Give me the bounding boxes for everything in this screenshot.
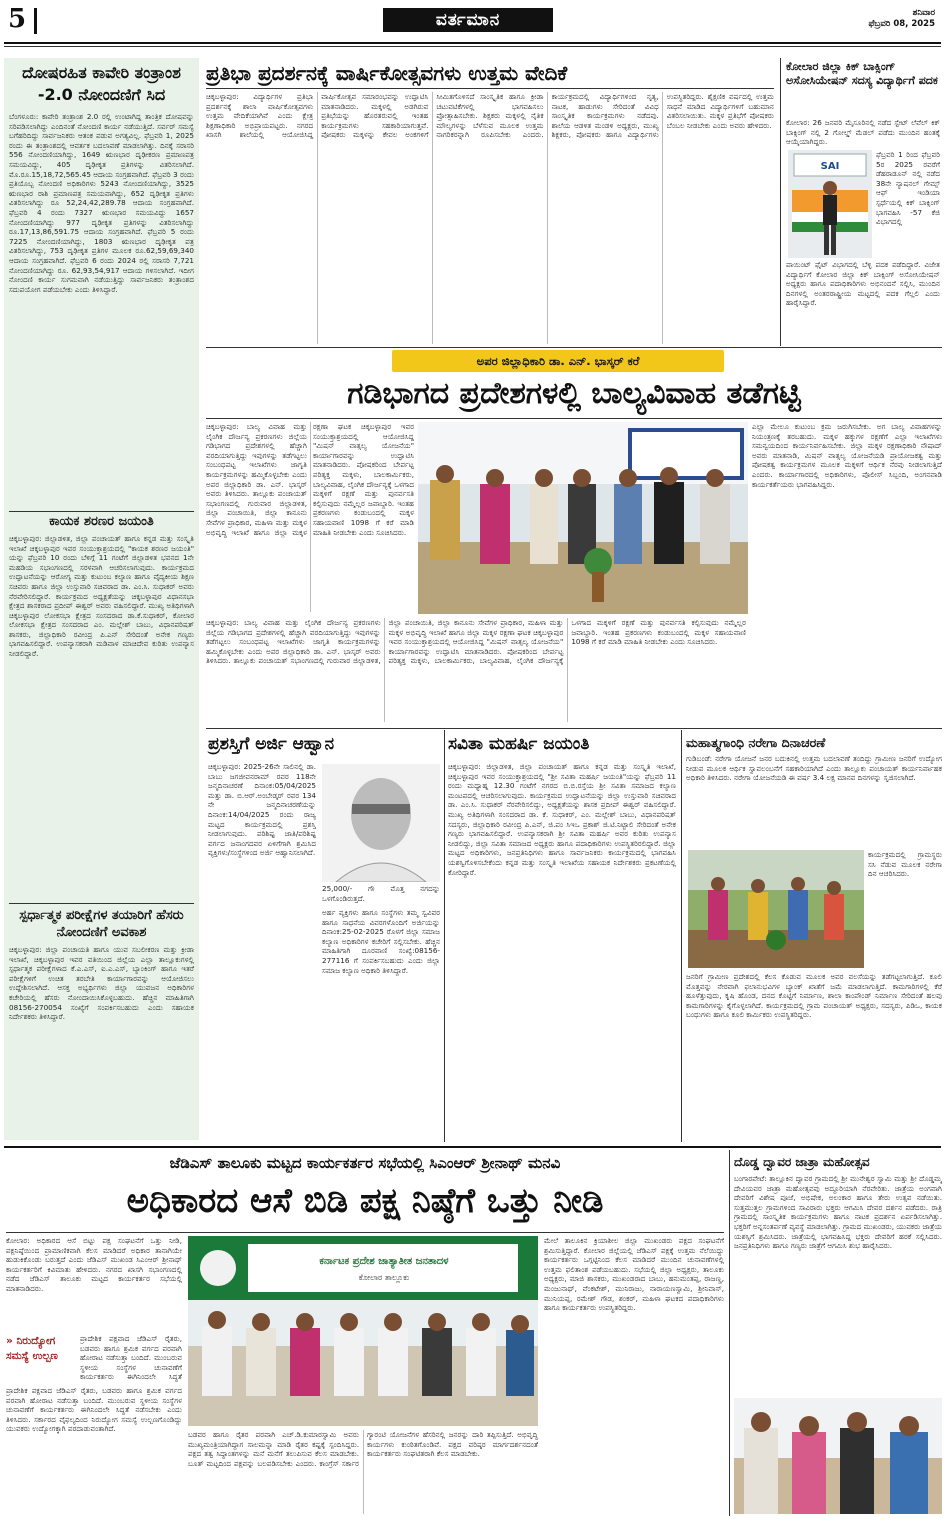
pratibha-headline: ಪ್ರತಿಭಾ ಪ್ರದರ್ಶನಕ್ಕೆ ವಾರ್ಷಿಕೋತ್ಸವಗಳು ಉತ್ತಮ ವೇದಿಕೆ: [206, 61, 568, 85]
jds-body-beside-quote: ಪ್ರಾದೇಶಿಕ ಪಕ್ಷವಾದ ಜೆಡಿಎಸ್ ರೈತರು, ಬಡವರು ಹಾಗೂ ಶ್ರಮಿಕ ವರ್ಗದ ಪರವಾಗಿ ಹೋರಾಟ ನಡೆಸುತ್ತಾ ಬಂದಿದೆ. ಮುಂಬರುವ ಸ್ಥಳೀಯ ಸಂಸ್ಥೆಗಳ ಚುನಾವಣೆಗೆ ಕಾರ್ಯಕರ್ತರು ಈಗಿನಿಂದಲೇ ಸಿದ್ಧತೆ: [80, 1334, 182, 1382]
portrait-photo: [322, 764, 440, 882]
dateline-day: ಶನಿವಾರ: [912, 8, 935, 18]
narega-body-bottom: ಜನರಿಗೆ ಗ್ರಾಮೀಣ ಪ್ರದೇಶದಲ್ಲಿ ಕೆಲಸ ಕೊಡುವ ಮೂಲಕ ಅವರ ವಲಸೆಯನ್ನು ತಡೆಗಟ್ಟಲಾಗುತ್ತಿದೆ. ಕೂಲಿ ಮೊತ್ತವನ್ನು ನೇರವಾಗಿ ಫಲಾನುಭವಿಗಳ ಬ್ಯಾಂಕ್ ಖಾತೆಗೆ ಜಮೆ ಮಾಡಲಾಗುತ್ತಿದೆ. ಕಾಮಗಾರಿಗಳಲ್ಲಿ ಕೆರೆ ಹೂಳೆತ್ತುವುದು, ಕೃಷಿ ಹೊಂಡ, ದನದ ಕೊಟ್ಟಿಗೆ ನಿರ್ಮಾಣ, ಶಾಲಾ ಕಾಂಪೌಂಡ್ ನಿರ್ಮಾಣ ಸೇರಿದಂತೆ ಹಲವು ಕಾಮಗಾರಿಗಳನ್ನು ಕೈಗೊಳ್ಳಲಾಗಿದೆ. ಕಾರ್ಯಕ್ರಮದಲ್ಲಿ ಗ್ರಾಮ ಪಂಚಾಯತ್ ಅಧ್ಯಕ್ಷರು, ಸದಸ್ಯರು, ಪಿಡಿಒ, ಕಾಯಕ ಬಂಧುಗಳು ಹಾಗೂ ಕೂಲಿ ಕಾರ್ಮಿಕರು ಉಪಸ್ಥಿತರಿದ್ದರು.: [686, 972, 942, 1020]
section-divider: [4, 1146, 941, 1148]
narega-photo-graphic: [688, 850, 864, 968]
divider: [729, 1150, 730, 1516]
savitha-body: ಚಿಕ್ಕಬಳ್ಳಾಪುರ: ಜಿಲ್ಲಾಡಳಿತ, ಜಿಲ್ಲಾ ಪಂಚಾಯತ್ ಹಾಗೂ ಕನ್ನಡ ಮತ್ತು ಸಂಸ್ಕೃತಿ ಇಲಾಖೆ, ಚಿಕ್ಕಬಳ್ಳಾಪುರ ಇವರ ಸಂಯುಕ್ತಾಶ್ರಯದಲ್ಲಿ "ಶ್ರೀ ಸವಿತಾ ಮಹರ್ಷಿ ಜಯಂತಿ"ಯನ್ನು ಫೆಬ್ರವರಿ 11 ರಂದು ಮಧ್ಯಾಹ್ನ 12.30 ಗಂಟೆಗೆ ನಗರದ ಬಿ.ಬಿ.ರಸ್ತೆಯ ಶ್ರೀ ಸವಿತಾ ಸಮಾಜದ ಕಲ್ಯಾಣ ಮಂಟಪದಲ್ಲಿ ಆಚರಿಸಲಾಗುವುದು. ಕಾರ್ಯಕ್ರಮದ ಉದ್ಘಾಟನೆಯನ್ನು ಜಿಲ್ಲಾ ಉಸ್ತುವಾರಿ ಸಚಿವರಾದ ಡಾ. ಎಂ.ಸಿ. ಸುಧಾಕರ್ ನೆರವೇರಿಸಲಿದ್ದು, ಅಧ್ಯಕ್ಷತೆಯನ್ನು ಶಾಸಕ ಪ್ರದೀಪ್ ಈಶ್ವರ್ ವಹಿಸಲಿದ್ದಾರೆ. ಮುಖ್ಯ ಅತಿಥಿಗಳಾಗಿ ಸಂಸದರಾದ ಡಾ. ಕೆ. ಸುಧಾಕರ್, ಎಂ. ಮಲ್ಲೇಶ್ ಬಾಬು, ವಿಧಾನಪರಿಷತ್ ಸದಸ್ಯರು, ಜಿಲ್ಲಾಧಿಕಾರಿ ರವೀಂದ್ರ ಪಿ.ಎನ್, ಜಿ.ಪಂ ಸಿಇಒ ಪ್ರಕಾಶ್ ಜಿ.ಟಿ.ನಿಟ್ಟಾಲಿ ಸೇರಿದಂತೆ ಅನೇಕ ಗಣ್ಯರು ಭಾಗವಹಿಸಲಿದ್ದಾರೆ. ಉಪನ್ಯಾಸಕರಾಗಿ ಶ್ರೀ ಸವಿತಾ ಮಹರ್ಷಿ ಅವರ ಕುರಿತು ಉಪನ್ಯಾಸ ನೀಡಲಿದ್ದು, ಜಿಲ್ಲಾ ಸವಿತಾ ಸಮಾಜದ ಅಧ್ಯಕ್ಷರು ಹಾಗೂ ಪದಾಧಿಕಾರಿಗಳು ಉಪಸ್ಥಿತರಿರಲಿದ್ದಾರೆ. ಜಿಲ್ಲಾ ಮಟ್ಟದ ಅಧಿಕಾರಿಗಳು, ಜನಪ್ರತಿನಿಧಿಗಳು ಹಾಗೂ ಸಾರ್ವಜನಿಕರು ಕಾರ್ಯಕ್ರಮದಲ್ಲಿ ಭಾಗವಹಿಸಿ ಯಶಸ್ವಿಗೊಳಿಸಬೇಕೆಂದು ಕನ್ನಡ ಮತ್ತು ಸಂಸ್ಕೃತಿ ಇಲಾಖೆಯ ಸಹಾಯಕ ನಿರ್ದೇಶಕರು ಪ್ರಕಟಣೆಯಲ್ಲಿ ಕೋರಿದ್ದಾರೆ.: [448, 762, 676, 877]
narega-body-top: ಗುಡಿಬಂಡೆ: ನರೇಗಾ ಯೋಜನೆ ಜನರ ಬದುಕಿನಲ್ಲಿ ಉತ್ತಮ ಬದಲಾವಣೆ ತಂದಿದ್ದು ಗ್ರಾಮೀಣ ಜನರಿಗೆ ಉದ್ಯೋಗ ನೀಡುವ ಮೂಲಕ ಆರ್ಥಿಕ ಸ್ವಾವಲಂಬನೆಗೆ ಸಹಕಾರಿಯಾಗಿದೆ ಎಂದು ತಾಲ್ಲೂಕು ಪಂಚಾಯತ್ ಕಾರ್ಯನಿರ್ವಾಹಕ ಅಧಿಕಾರಿ ತಿಳಿಸಿದರು. ನರೇಗಾ ಯೋಜನೆಯಡಿ ಈ ವರ್ಷ 3.4 ಲಕ್ಷ ಮಾನವ ದಿನಗಳನ್ನು ಸೃಜಿಸಲಾಗಿದೆ.: [686, 754, 942, 783]
paper-masthead: ವರ್ತಮಾನ: [383, 8, 553, 32]
jds-banner-text: ಕರ್ನಾಟಕ ಪ್ರದೇಶ ಜಾತ್ಯಾತೀತ ಜನತಾದಳ: [319, 1256, 449, 1267]
jds-pull-quote: » ನಿರುದ್ಯೋಗ ಸಮಸ್ಯೆ ಉಲ್ಬಣ: [6, 1335, 58, 1362]
jatra-body: ಬಂಗಾರಪೇಟೆ: ತಾಲ್ಲೂಕಿನ ದ್ವಾವರ ಗ್ರಾಮದಲ್ಲಿ ಶ್ರೀ ಮುನೇಶ್ವರ ಸ್ವಾಮಿ ಮತ್ತು ಶ್ರೀ ದೊಡ್ಡಮ್ಮ ದೇವಿಯವರ ಜಾತ್ರಾ ಮಹೋತ್ಸವವು ಅದ್ದೂರಿಯಾಗಿ ನೆರವೇರಿತು. ಜಾತ್ರೆಯ ಅಂಗವಾಗಿ ದೇವರಿಗೆ ವಿಶೇಷ ಪೂಜೆ, ಅಭಿಷೇಕ, ಅಲಂಕಾರ ಹಾಗೂ ತೇರು ಉತ್ಸವ ನಡೆಯಿತು. ಸುತ್ತಮುತ್ತಲ ಗ್ರಾಮಗಳಿಂದ ಸಾವಿರಾರು ಭಕ್ತರು ಆಗಮಿಸಿ ದೇವರ ದರ್ಶನ ಪಡೆದರು. ರಾತ್ರಿ ಗ್ರಾಮದಲ್ಲಿ ಸಾಂಸ್ಕೃತಿಕ ಕಾರ್ಯಕ್ರಮಗಳು ಹಾಗೂ ನಾಟಕ ಪ್ರದರ್ಶನ ಏರ್ಪಡಿಸಲಾಗಿತ್ತು. ಭಕ್ತರಿಗೆ ಅನ್ನಸಂತರ್ಪಣೆ ವ್ಯವಸ್ಥೆ ಮಾಡಲಾಗಿತ್ತು. ಗ್ರಾಮದ ಮುಖಂಡರು, ಯುವಕರು ಜಾತ್ರೆಯ ಯಶಸ್ಸಿಗೆ ಶ್ರಮಿಸಿದರು. ಜಾತ್ರೆಯಲ್ಲಿ ಭಾಗವಹಿಸಿದ್ದ ಭಕ್ತರು ದೇವರಿಗೆ ಹರಕೆ ಸಲ್ಲಿಸಿದರು. ಜನಪ್ರತಿನಿಧಿಗಳು ಹಾಗೂ ಗಣ್ಯರು ಜಾತ್ರೆಗೆ ಆಗಮಿಸಿ ಶುಭ ಹಾರೈಸಿದರು.: [734, 1174, 942, 1251]
jatra-photo: [734, 1398, 942, 1514]
jds-body-left: ಕೋಲಾರ: ಅಧಿಕಾರದ ಆಸೆ ಬಿಟ್ಟು ಪಕ್ಷ ಸಂಘಟನೆಗೆ ಒತ್ತು ನೀಡಿ, ಪಕ್ಷನಿಷ್ಠೆಯಿಂದ ಪ್ರಾಮಾಣಿಕವಾಗಿ ಕೆಲಸ ಮಾಡಿದರೆ ಅಧಿಕಾರ ತಾನಾಗಿಯೇ ಹುಡುಕಿಕೊಂಡು ಬರುತ್ತದೆ ಎಂದು ಜೆಡಿಎಸ್ ಮುಖಂಡ ಸಿಎಂಆರ್ ಶ್ರೀನಾಥ್ ಕಾರ್ಯಕರ್ತರಿಗೆ ಕಿವಿಮಾತು ಹೇಳಿದರು. ನಗರದ ಖಾಸಗಿ ಸಭಾಂಗಣದಲ್ಲಿ ನಡೆದ ಜೆಡಿಎಸ್ ತಾಲೂಕು ಮಟ್ಟದ ಕಾರ್ಯಕರ್ತರ ಸಭೆಯಲ್ಲಿ ಮಾತನಾಡಿದರು.: [6, 1236, 182, 1293]
jds-meeting-photo: [188, 1236, 538, 1426]
workshop-photo: [418, 422, 748, 614]
masthead-rule-thin: [4, 46, 941, 47]
athlete-photo-graphic: [788, 150, 872, 258]
narega-photo: [688, 850, 864, 968]
spardha-body: ಚಿಕ್ಕಬಳ್ಳಾಪುರ: ಜಿಲ್ಲಾ ಪಂಚಾಯತಿ ಹಾಗೂ ಯುವ ಸಬಲೀಕರಣ ಮತ್ತು ಕ್ರೀಡಾ ಇಲಾಖೆ, ಚಿಕ್ಕಬಳ್ಳಾಪುರ ಇವರ ವತಿಯಿಂದ ಜಿಲ್ಲೆಯ ಎಲ್ಲಾ ತಾಲ್ಲೂಕುಗಳಲ್ಲಿ ಸ್ಪರ್ಧಾತ್ಮಕ ಪರೀಕ್ಷೆಗಳಾದ ಕೆ.ಎ.ಎಸ್, ಐ.ಎ.ಎಸ್, ಬ್ಯಾಂಕಿಂಗ್ ಹಾಗೂ ಇತರೆ ಪರೀಕ್ಷೆಗಳಿಗೆ ಉಚಿತ ತರಬೇತಿ ಕಾರ್ಯಾಗಾರವನ್ನು ಆಯೋಜಿಸಲು ಉದ್ದೇಶಿಸಲಾಗಿದೆ. ಆಸಕ್ತ ಅಭ್ಯರ್ಥಿಗಳು ಜಿಲ್ಲಾ ಯುವಜನ ಅಧಿಕಾರಿಗಳ ಕಚೇರಿಯಲ್ಲಿ ಹೆಸರು ನೋಂದಾಯಿಸಿಕೊಳ್ಳಬಹುದು. ಹೆಚ್ಚಿನ ಮಾಹಿತಿಗಾಗಿ 08156-270054 ಸಂಖ್ಯೆಗೆ ಸಂಪರ್ಕಿಸಬಹುದು ಎಂದು ಸಹಾಯಕ ನಿರ್ದೇಶಕರು ತಿಳಿಸಿದ್ದಾರೆ.: [9, 944, 194, 1022]
jatra-photo-graphic: [734, 1398, 942, 1514]
divider: [206, 88, 774, 89]
kickboxing-body-bottom: ಪಾಯಿಂಟ್ ಫೈಟ್ ವಿಭಾಗದಲ್ಲಿ ಬೆಳ್ಳಿ ಪದಕ ಪಡೆದಿದ್ದಾರೆ. ವಿಜೇತ ವಿದ್ಯಾರ್ಥಿಗೆ ಕೋಲಾರ ಜಿಲ್ಲಾ ಕಿಕ್ ಬಾಕ್ಸಿಂಗ್ ಅಸೋಸಿಯೇಷನ್ ಅಧ್ಯಕ್ಷರು ಹಾಗೂ ಪದಾಧಿಕಾರಿಗಳು ಅಭಿನಂದನೆ ಸಲ್ಲಿಸಿ, ಮುಂದಿನ ದಿನಗಳಲ್ಲಿ ಅಂತರರಾಷ್ಟ್ರೀಯ ಮಟ್ಟದಲ್ಲಿ ಪದಕ ಗೆಲ್ಲಲಿ ಎಂದು ಹಾರೈಸಿದ್ದಾರೆ.: [786, 260, 940, 308]
prashasti-amount-caption: 25,000/- ಗೌ ಮೊತ್ತ ನಗದನ್ನು ಒಳಗೊಂಡಿರುತ್ತದೆ.: [322, 884, 440, 903]
divider: [6, 1232, 724, 1233]
jds-banner-sub: ಕೋಲಾರ ತಾಲ್ಲೂಕು: [358, 1273, 410, 1282]
dateline: [869, 8, 936, 30]
portrait-graphic: [322, 764, 440, 882]
divider: [9, 511, 194, 512]
kaveri-headline: ದೋಷರಹಿತ ಕಾವೇರಿ ತಂತ್ರಾಂಶ -2.0 ನೋಂದಣಿಗೆ ಸಿದ: [22, 63, 181, 104]
divider: [444, 730, 445, 1142]
athlete-photo: [788, 150, 872, 258]
dateline-date: ಫೆಬ್ರವರಿ 08, 2025: [868, 19, 935, 29]
page-number-divider: [34, 8, 37, 34]
divider: [681, 730, 682, 1142]
child-marriage-body-continued: ಚಿಕ್ಕಬಳ್ಳಾಪುರ: ಬಾಲ್ಯ ವಿವಾಹ ಮತ್ತು ಲೈಂಗಿಕ ದೌರ್ಜನ್ಯ ಪ್ರಕರಣಗಳು ಜಿಲ್ಲೆಯ ಗಡಿಭಾಗದ ಪ್ರದೇಶಗಳಲ್ಲಿ ಹೆಚ್ಚಾಗಿ ವರದಿಯಾಗುತ್ತಿದ್ದು ಇವುಗಳನ್ನು ತಡೆಗಟ್ಟಲು ಸಂಬಂಧಪಟ್ಟ ಇಲಾಖೆಗಳು ಜಾಗೃತಿ ಕಾರ್ಯಕ್ರಮಗಳನ್ನು ಹಮ್ಮಿಕೊಳ್ಳಬೇಕು ಎಂದು ಅಪರ ಜಿಲ್ಲಾಧಿಕಾರಿ ಡಾ. ಎನ್. ಭಾಸ್ಕರ್ ಅವರು ತಿಳಿಸಿದರು. ತಾಲ್ಲೂಕು ಪಂಚಾಯತ್ ಸಭಾಂಗಣದಲ್ಲಿ ಗುರುವಾರ ಜಿಲ್ಲಾಡಳಿತ, ಜಿಲ್ಲಾ ಪಂಚಾಯಿತಿ, ಜಿಲ್ಲಾ ಕಾನೂನು ಸೇವೆಗಳ ಪ್ರಾಧಿಕಾರ, ಮಹಿಳಾ ಮತ್ತು ಮಕ್ಕಳ ಅಭಿವೃದ್ಧಿ ಇಲಾಖೆ ಹಾಗೂ ಜಿಲ್ಲಾ ಮಕ್ಕಳ ರಕ್ಷಣಾ ಘಟಕ ಚಿಕ್ಕಬಳ್ಳಾಪುರ ಇವರ ಸಂಯುಕ್ತಾಶ್ರಯದಲ್ಲಿ ಆಯೋಜಿಸಿದ್ದ "ಮಿಷನ್ ವಾತ್ಸಲ್ಯ ಯೋಜನೆಯ" ಕಾರ್ಯಾಗಾರವನ್ನು ಉದ್ಘಾಟಿಸಿ ಮಾತನಾಡಿದರು. ಪೋಷಕರಿಂದ ಬೇರ್ಪಟ್ಟ ಪರಿತ್ಯಕ್ತ ಮಕ್ಕಳು, ಬಾಲಕಾರ್ಮಿಕರು, ಬಾಲ್ಯವಿವಾಹ, ಲೈಂಗಿಕ ದೌರ್ಜನ್ಯಕ್ಕೆ ಒಳಗಾದ ಮಕ್ಕಳಿಗೆ ರಕ್ಷಣೆ ಮತ್ತು ಪುನರ್ವಸತಿ ಕಲ್ಪಿಸುವುದು ನಮ್ಮೆಲ್ಲರ ಜವಾಬ್ದಾರಿ. ಇಂತಹ ಪ್ರಕರಣಗಳು ಕಂಡುಬಂದಲ್ಲಿ ಮಕ್ಕಳ ಸಹಾಯವಾಣಿ 1098 ಗೆ ಕರೆ ಮಾಡಿ ಮಾಹಿತಿ ನೀಡಬೇಕು ಎಂದು ಸೂಚಿಸಿದರು.: [206, 618, 746, 666]
page-number: 5: [8, 4, 27, 34]
divider: [206, 418, 942, 419]
kaveri-body: ಬೆಂಗಳೂರು: ಕಾವೇರಿ ತಂತ್ರಾಂಶ 2.0 ರಲ್ಲಿ ಉಂಟಾಗಿದ್ದ ತಾಂತ್ರಿಕ ದೋಷವನ್ನು ಸರಿಪಡಿಸಲಾಗಿದ್ದು ಎಂದಿನಂತೆ ನೋಂದಣಿ ಕಾರ್ಯ ನಡೆಯುತ್ತಿದೆ. ಸರ್ವರ್ ಸಮಸ್ಯೆ ಬಗೆಹರಿದಿದ್ದು ಸಾರ್ವಜನಿಕರು ಆತಂಕ ಪಡುವ ಅಗತ್ಯವಿಲ್ಲ. ಫೆಬ್ರವರಿ 1, 2025 ರಂದು ಈ ತಂತ್ರಾಂಶದಲ್ಲಿ ಆವರ್ತಕ ಬದಲಾವಣೆ ಮಾಡಲಾಗಿತ್ತು. ದಿನಕ್ಕೆ ಸರಾಸರಿ 556 ನೋಂದಣಿಯಾಗಿದ್ದು, 1649 ಋಣಭಾರ ದೃಢೀಕರಣ ಪ್ರಮಾಣಪತ್ರ ಸಮಯವಿದ್ದು, 405 ದೃಢೀಕೃತ ಪ್ರತಿಗಳನ್ನು ವಿತರಿಸಲಾಗಿದೆ. ಮೊ.ರೂ.15,18,72,565.45 ಆದಾಯ ಸಂಗ್ರಹವಾಗಿದೆ. ಫೆಬ್ರವರಿ 3 ರಂದು ಪ್ರತಿಯೊಬ್ಬ ನೋಂದಣಿ ಅಧಿಕಾರಿಗಳು 5243 ನೋಂದಣಿಯಾಗಿದ್ದು, 3525 ಋಣಭಾರ ರಾಶಿ ಪ್ರಮಾಣಪತ್ರ ಸಮಯವಾಗಿದ್ದು, 652 ದೃಢೀಕೃತ ಪ್ರತಿಗಳು ವಿತರಿಸಲಾಗಿದ್ದು ರೂ 52,24,42,289.78 ಆದಾಯ ಸಂಗ್ರಹವಾಗಿದೆ. ಫೆಬ್ರವರಿ 4 ರಂದು 7327 ಋಣಭಾರ ಸಮಯವಿದ್ದು 1657 ನೋಂದಣಿಯಾಗಿದ್ದು 977 ದೃಢೀಕೃತ ಪ್ರತಿಗಳನ್ನು ವಿತರಿಸಲಾಗಿದ್ದು ರೂ.17,13,86,591.75 ಆದಾಯ ಸಂಗ್ರಹವಾಗಿದೆ. ಫೆಬ್ರವರಿ 5 ರಂದು 7225 ನೋಂದಣಿಯಾಗಿದ್ದು, 1803 ಋಣಭಾರ ದೃಢೀಕೃತ ಪತ್ರ ವಿತರಿಸಲಾಗಿದ್ದು, 753 ದೃಢೀಕೃತ ಪ್ರತಿಗಳ ಮೂಲಕ ರೂ.62,59,69,340 ಆದಾಯ ಸಂಗ್ರಹವಾಗಿದೆ. ಫೆಬ್ರವರಿ 6 ರಂದು 2024 ರಲ್ಲಿ ಸರಾಸರಿ 7,721 ನೋಂದಣಿಯಾಗಿದ್ದು ರೂ. 62,93,54,917 ಆದಾಯ ಗಳಿಸಲಾಗಿದೆ. ಇದೀಗ ನೋಂದಣಿ ಕಾರ್ಯ ಸುಗಮವಾಗಿ ನಡೆಯುತ್ತಿದ್ದು ಸಾರ್ವಜನಿಕರು ತಂತ್ರಾಂಶದ ಸದುಪಯೋಗ ಪಡೆಯಬೇಕು ಎಂದು ತಿಳಿಸಿದ್ದಾರೆ.: [9, 112, 194, 294]
child-marriage-kicker: ಅಪರ ಜಿಲ್ಲಾಧಿಕಾರಿ ಡಾ. ಎನ್. ಭಾಸ್ಕರ್ ಕರೆ: [392, 350, 724, 372]
spardha-headline: ಸ್ಪರ್ಧಾತ್ಮಕ ಪರೀಕ್ಷೆಗಳ ತಯಾರಿಗೆ ಹೆಸರು ನೋಂದಣಿಗೆ ಅವಕಾಶ: [19, 907, 184, 940]
jatra-headline: ದೊಡ್ಡ ದ್ವಾವರ ಜಾತ್ರಾ ಮಹೋತ್ಸವ: [734, 1155, 870, 1169]
narega-headline: ಮಹಾತ್ಮಗಾಂಧಿ ನರೇಗಾ ದಿನಾಚರಣೆ: [686, 735, 826, 750]
banner-text: SAI: [820, 161, 840, 172]
pratibha-body: ಚಿಕ್ಕಬಳ್ಳಾಪುರ: ವಿದ್ಯಾರ್ಥಿಗಳ ಪ್ರತಿಭಾ ಪ್ರದರ್ಶನಕ್ಕೆ ಶಾಲಾ ವಾರ್ಷಿಕೋತ್ಸವಗಳು ಉತ್ತಮ ವೇದಿಕೆಯಾಗಿವೆ ಎಂದು ಕ್ಷೇತ್ರ ಶಿಕ್ಷಣಾಧಿಕಾರಿ ಅಭಿಪ್ರಾಯಪಟ್ಟರು. ನಗರದ ಖಾಸಗಿ ಶಾಲೆಯಲ್ಲಿ ಆಯೋಜಿಸಿದ್ದ ವಾರ್ಷಿಕೋತ್ಸವ ಸಮಾರಂಭವನ್ನು ಉದ್ಘಾಟಿಸಿ ಮಾತನಾಡಿದರು. ಮಕ್ಕಳಲ್ಲಿ ಅಡಗಿರುವ ಪ್ರತಿಭೆಯನ್ನು ಹೊರತರುವಲ್ಲಿ ಇಂತಹ ಕಾರ್ಯಕ್ರಮಗಳು ಸಹಕಾರಿಯಾಗುತ್ತವೆ. ಪೋಷಕರು ಮಕ್ಕಳನ್ನು ಕೇವಲ ಅಂಕಗಳಿಗೆ ಸೀಮಿತಗೊಳಿಸದೆ ಸಾಂಸ್ಕೃತಿಕ ಹಾಗೂ ಕ್ರೀಡಾ ಚಟುವಟಿಕೆಗಳಲ್ಲಿ ಭಾಗವಹಿಸಲು ಪ್ರೋತ್ಸಾಹಿಸಬೇಕು. ಶಿಕ್ಷಕರು ಮಕ್ಕಳಲ್ಲಿ ನೈತಿಕ ಮೌಲ್ಯಗಳನ್ನು ಬೆಳೆಸುವ ಮೂಲಕ ಉತ್ತಮ ನಾಗರಿಕರನ್ನಾಗಿ ರೂಪಿಸಬೇಕು ಎಂದರು. ಕಾರ್ಯಕ್ರಮದಲ್ಲಿ ವಿದ್ಯಾರ್ಥಿಗಳಿಂದ ನೃತ್ಯ, ನಾಟಕ, ಹಾಡುಗಳು ಸೇರಿದಂತೆ ವಿವಿಧ ಸಾಂಸ್ಕೃತಿಕ ಕಾರ್ಯಕ್ರಮಗಳು ನಡೆದವು. ಶಾಲೆಯ ಆಡಳಿತ ಮಂಡಳಿ ಅಧ್ಯಕ್ಷರು, ಮುಖ್ಯ ಶಿಕ್ಷಕರು, ಪೋಷಕರು ಹಾಗೂ ವಿದ್ಯಾರ್ಥಿಗಳು ಉಪಸ್ಥಿತರಿದ್ದರು. ಶೈಕ್ಷಣಿಕ ವರ್ಷದಲ್ಲಿ ಉತ್ತಮ ಸಾಧನೆ ಮಾಡಿದ ವಿದ್ಯಾರ್ಥಿಗಳಿಗೆ ಬಹುಮಾನ ವಿತರಿಸಲಾಯಿತು. ಮಕ್ಕಳ ಪ್ರತಿಭೆಗೆ ಪೋಷಕರು ಬೆಂಬಲ ನೀಡಬೇಕು ಎಂದು ಅವರು ಹೇಳಿದರು.: [206, 92, 774, 140]
kickboxing-headline: ಕೋಲಾರ ಜಿಲ್ಲಾ ಕಿಕ್ ಬಾಕ್ಸಿಂಗ್ ಅಸೋಸಿಯೇಷನ್ ಸದಸ್ಯ ವಿದ್ಯಾರ್ಥಿಗೆ ಪದಕ: [786, 60, 938, 87]
kickboxing-body-side: ಫೆಬ್ರವರಿ 1 ರಿಂದ ಫೆಬ್ರವರಿ 5ರ 2025 ರವರೆಗೆ ಡೆಹರಾಡೂನ್ ನಲ್ಲಿ ನಡೆದ 38ನೇ ನ್ಯಾಷನಲ್ ಗೇಮ್ಸ್ ಆಫ್ ಇಂಡಿಯಾ ಸ್ಪರ್ಧೆಯಲ್ಲಿ ಕಿಕ್ ಬಾಕ್ಸಿಂಗ್ ಭಾಗವಹಿಸಿ -57 ಕೆಜಿ ವಿಭಾಗದಲ್ಲಿ: [876, 150, 940, 227]
child-marriage-body-intro: ಚಿಕ್ಕಬಳ್ಳಾಪುರ: ಬಾಲ್ಯ ವಿವಾಹ ಮತ್ತು ಲೈಂಗಿಕ ದೌರ್ಜನ್ಯ ಪ್ರಕರಣಗಳು ಜಿಲ್ಲೆಯ ಗಡಿಭಾಗದ ಪ್ರದೇಶಗಳಲ್ಲಿ ಹೆಚ್ಚಾಗಿ ವರದಿಯಾಗುತ್ತಿದ್ದು ಇವುಗಳನ್ನು ತಡೆಗಟ್ಟಲು ಸಂಬಂಧಪಟ್ಟ ಇಲಾಖೆಗಳು ಜಾಗೃತಿ ಕಾರ್ಯಕ್ರಮಗಳನ್ನು ಹಮ್ಮಿಕೊಳ್ಳಬೇಕು ಎಂದು ಅಪರ ಜಿಲ್ಲಾಧಿಕಾರಿ ಡಾ. ಎನ್. ಭಾಸ್ಕರ್ ಅವರು ತಿಳಿಸಿದರು. ತಾಲ್ಲೂಕು ಪಂಚಾಯತ್ ಸಭಾಂಗಣದಲ್ಲಿ ಗುರುವಾರ ಜಿಲ್ಲಾಡಳಿತ, ಜಿಲ್ಲಾ ಪಂಚಾಯಿತಿ, ಜಿಲ್ಲಾ ಕಾನೂನು ಸೇವೆಗಳ ಪ್ರಾಧಿಕಾರ, ಮಹಿಳಾ ಮತ್ತು ಮಕ್ಕಳ ಅಭಿವೃದ್ಧಿ ಇಲಾಖೆ ಹಾಗೂ ಜಿಲ್ಲಾ ಮಕ್ಕಳ ರಕ್ಷಣಾ ಘಟಕ ಚಿಕ್ಕಬಳ್ಳಾಪುರ ಇವರ ಸಂಯುಕ್ತಾಶ್ರಯದಲ್ಲಿ ಆಯೋಜಿಸಿದ್ದ "ಮಿಷನ್ ವಾತ್ಸಲ್ಯ ಯೋಜನೆಯ" ಕಾರ್ಯಾಗಾರವನ್ನು ಉದ್ಘಾಟಿಸಿ ಮಾತನಾಡಿದರು. ಪೋಷಕರಿಂದ ಬೇರ್ಪಟ್ಟ ಪರಿತ್ಯಕ್ತ ಮಕ್ಕಳು, ಬಾಲಕಾರ್ಮಿಕರು, ಬಾಲ್ಯವಿವಾಹ, ಲೈಂಗಿಕ ದೌರ್ಜನ್ಯಕ್ಕೆ ಒಳಗಾದ ಮಕ್ಕಳಿಗೆ ರಕ್ಷಣೆ ಮತ್ತು ಪುನರ್ವಸತಿ ಕಲ್ಪಿಸುವುದು ನಮ್ಮೆಲ್ಲರ ಜವಾಬ್ದಾರಿ. ಇಂತಹ ಪ್ರಕರಣಗಳು ಕಂಡುಬಂದಲ್ಲಿ ಮಕ್ಕಳ ಸಹಾಯವಾಣಿ 1098 ಗೆ ಕರೆ ಮಾಡಿ ಮಾಹಿತಿ ನೀಡಬೇಕು ಎಂದು ಸೂಚಿಸಿದರು.: [206, 422, 414, 537]
workshop-photo-graphic: [418, 422, 748, 614]
kayaka-body: ಚಿಕ್ಕಬಳ್ಳಾಪುರ: ಜಿಲ್ಲಾಡಳಿತ, ಜಿಲ್ಲಾ ಪಂಚಾಯತ್ ಹಾಗೂ ಕನ್ನಡ ಮತ್ತು ಸಂಸ್ಕೃತಿ ಇಲಾಖೆ ಚಿಕ್ಕಬಳ್ಳಾಪುರ ಇವರ ಸಂಯುಕ್ತಾಶ್ರಯದಲ್ಲಿ "ಕಾಯಕ ಶರಣರ ಜಯಂತಿ" ಯನ್ನು ಫೆಬ್ರವರಿ 10 ರಂದು ಬೆಳಿಗ್ಗೆ 11 ಗಂಟೆಗೆ ಜಿಲ್ಲಾಡಳಿತ ಭವನದ 1ನೇ ಮಹಡಿಯ ಸಭಾಂಗಣದಲ್ಲಿ ಸರಳವಾಗಿ ಆಚರಿಸಲಾಗುವುದು. ಕಾರ್ಯಕ್ರಮದ ಉದ್ಘಾಟನೆಯನ್ನು ಆರೋಗ್ಯ ಮತ್ತು ಕುಟುಂಬ ಕಲ್ಯಾಣ ಹಾಗೂ ವೈದ್ಯಕೀಯ ಶಿಕ್ಷಣ ಸಚಿವರು ಹಾಗೂ ಜಿಲ್ಲಾ ಉಸ್ತುವಾರಿ ಸಚಿವರಾದ ಡಾ. ಎಂ.ಸಿ. ಸುಧಾಕರ್ ಅವರು ನೆರವೇರಿಸಲಿದ್ದಾರೆ. ಕಾರ್ಯಕ್ರಮದ ಅಧ್ಯಕ್ಷತೆಯನ್ನು ಚಿಕ್ಕಬಳ್ಳಾಪುರ ವಿಧಾನಸಭಾ ಕ್ಷೇತ್ರದ ಶಾಸಕರಾದ ಪ್ರದೀಪ್ ಈಶ್ವರ್ ಅವರು ವಹಿಸಲಿದ್ದಾರೆ. ಮುಖ್ಯ ಅತಿಥಿಗಳಾಗಿ ಚಿಕ್ಕಬಳ್ಳಾಪುರ ಲೋಕಸಭಾ ಕ್ಷೇತ್ರದ ಸಂಸದರಾದ ಡಾ.ಕೆ.ಸುಧಾಕರ್, ಕೋಲಾರ ಲೋಕಸಭಾ ಕ್ಷೇತ್ರದ ಸಂಸದರಾದ ಎಂ. ಮಲ್ಲೇಶ್ ಬಾಬು, ವಿಧಾನಪರಿಷತ್ ಶಾಸಕರು, ಜಿಲ್ಲಾಧಿಕಾರಿ ರವೀಂದ್ರ ಪಿ.ಎನ್ ಸೇರಿದಂತೆ ಅನೇಕ ಗಣ್ಯರು ಭಾಗವಹಿಸಲಿದ್ದಾರೆ. ಉಪನ್ಯಾಸಕರಾಗಿ ಮಡಿವಾಳ ಮಾಚಿದೇವ ಕುರಿತು ಉಪನ್ಯಾಸ ನೀಡಲಿದ್ದಾರೆ.: [9, 533, 194, 659]
child-marriage-body-right: ಎಲ್ಲಾ ಮೇಲೂ ಕುಟುಂಬ ಕ್ರಮ ಜರುಗಿಸಬೇಕು. ಅಗ ಬಾಲ್ಯ ವಿವಾಹಗಳನ್ನು ನಿಯಂತ್ರಣಕ್ಕೆ ತರಬಹುದು. ಮಕ್ಕಳ ಹಕ್ಕುಗಳ ರಕ್ಷಣೆಗೆ ಎಲ್ಲಾ ಇಲಾಖೆಗಳು ಸಮನ್ವಯದಿಂದ ಕಾರ್ಯನಿರ್ವಹಿಸಬೇಕು. ಜಿಲ್ಲಾ ಮಕ್ಕಳ ರಕ್ಷಣಾಧಿಕಾರಿ ನೌಷಾದ್ ಅವರು ಮಾತನಾಡಿ, ಮಿಷನ್ ವಾತ್ಸಲ್ಯ ಯೋಜನೆಯಡಿ ಪ್ರಾಯೋಜಕತ್ವ ಮತ್ತು ಪೋಷಕತ್ವ ಕಾರ್ಯಕ್ರಮಗಳ ಮೂಲಕ ಮಕ್ಕಳಿಗೆ ಆರ್ಥಿಕ ನೆರವು ನೀಡಲಾಗುತ್ತಿದೆ ಎಂದರು. ಕಾರ್ಯಾಗಾರದಲ್ಲಿ ಅಧಿಕಾರಿಗಳು, ಪೊಲೀಸ್ ಸಿಬ್ಬಂದಿ, ಅಂಗನವಾಡಿ ಕಾರ್ಯಕರ್ತೆಯರು ಭಾಗವಹಿಸಿದ್ದರು.: [752, 422, 942, 489]
jds-meeting-graphic: [188, 1236, 538, 1426]
jds-body-right: ಮೇಲೆ ತಾಲೂಕಿನ ಕ್ರಿಯಾಶೀಲ ಜಿಲ್ಲಾ ಮುಖಂಡರು ಪಕ್ಷದ ಸಂಘಟನೆಗೆ ಶ್ರಮಿಸುತ್ತಿದ್ದಾರೆ. ಕೋಲಾರ ಜಿಲ್ಲೆಯಲ್ಲಿ ಜೆಡಿಎಸ್ ಪಕ್ಷಕ್ಕೆ ಉತ್ತಮ ನೆಲೆಯಿದ್ದು ಕಾರ್ಯಕರ್ತರು ಒಗ್ಗಟ್ಟಿನಿಂದ ಕೆಲಸ ಮಾಡಿದರೆ ಮುಂದಿನ ಚುನಾವಣೆಗಳಲ್ಲಿ ಉತ್ತಮ ಫಲಿತಾಂಶ ಪಡೆಯಬಹುದು. ಸಭೆಯಲ್ಲಿ ಜಿಲ್ಲಾ ಅಧ್ಯಕ್ಷರು, ತಾಲೂಕು ಅಧ್ಯಕ್ಷರು, ಮಾಜಿ ಶಾಸಕರು, ಮುಖಂಡರಾದ ಬಾಬು, ಹನುಮಂತಪ್ಪ, ರಾಜಣ್ಣ, ಮಂಜುನಾಥ್, ವೆಂಕಟೇಶ್, ಮುನಿರಾಜು, ನಾರಾಯಣಸ್ವಾಮಿ, ಶ್ರೀನಿವಾಸ್, ಮುನಿಯಪ್ಪ, ರಮೇಶ್ ಗೌಡ, ಶಂಕರ್, ಮಹಿಳಾ ಘಟಕದ ಪದಾಧಿಕಾರಿಗಳು ಹಾಗೂ ಕಾರ್ಯಕರ್ತರು ಉಪಸ್ಥಿತರಿದ್ದರು.: [544, 1236, 724, 1313]
jds-body-under: ಪ್ರಾದೇಶಿಕ ಪಕ್ಷವಾದ ಜೆಡಿಎಸ್ ರೈತರು, ಬಡವರು ಹಾಗೂ ಶ್ರಮಿಕ ವರ್ಗದ ಪರವಾಗಿ ಹೋರಾಟ ನಡೆಸುತ್ತಾ ಬಂದಿದೆ. ಮುಂಬರುವ ಸ್ಥಳೀಯ ಸಂಸ್ಥೆಗಳ ಚುನಾವಣೆಗೆ ಕಾರ್ಯಕರ್ತರು ಈಗಿನಿಂದಲೇ ಸಿದ್ಧತೆ ನಡೆಸಬೇಕು ಎಂದು ತಿಳಿಸಿದರು. ಸರ್ಕಾರದ ವೈಫಲ್ಯದಿಂದ ನಿರುದ್ಯೋಗ ಸಮಸ್ಯೆ ಉಲ್ಬಣಗೊಂಡಿದ್ದು ಯುವಕರು ಉದ್ಯೋಗಕ್ಕಾಗಿ ಪರದಾಡುವಂತಾಗಿದೆ.: [6, 1386, 182, 1434]
kickboxing-body-top: ಕೋಲಾರ: 26 ಜನವರಿ ಮೈಸೂರಿನಲ್ಲಿ ನಡೆದ ಸ್ಟೇಟ್ ಲೆವೆಲ್ ಕಿಕ್ ಬಾಕ್ಸಿಂಗ್ ನಲ್ಲಿ 2 ಗೋಲ್ಡ್ ಮೆಡಲ್ ಪಡೆದು ಮುಂದಿನ ಹಂತಕ್ಕೆ ಆಯ್ಕೆಯಾಗಿದ್ದರು.: [786, 118, 940, 147]
jds-kicker: ಜೆಡಿಎಸ್ ತಾಲೂಕು ಮಟ್ಟದ ಕಾರ್ಯಕರ್ತರ ಸಭೆಯಲ್ಲಿ ಸಿಎಂಆರ್ ಶ್ರೀನಾಥ್ ಮನವಿ: [169, 1154, 561, 1172]
jds-body-mid: ಬಡವರ ಹಾಗೂ ರೈತರ ಪರವಾಗಿ ಎಚ್.ಡಿ.ಕುಮಾರಸ್ವಾಮಿ ಅವರು ಮುಖ್ಯಮಂತ್ರಿಯಾಗಿದ್ದಾಗ ಸಾಲಮನ್ನಾ ಮಾಡಿ ರೈತರ ಕಷ್ಟಕ್ಕೆ ಸ್ಪಂದಿಸಿದ್ದರು. ಪಕ್ಷದ ತತ್ವ ಸಿದ್ಧಾಂತಗಳನ್ನು ಮನೆ ಮನೆಗೆ ತಲುಪಿಸುವ ಕೆಲಸ ಮಾಡಬೇಕು. ಬೂತ್ ಮಟ್ಟದಿಂದ ಪಕ್ಷವನ್ನು ಬಲಪಡಿಸಬೇಕು ಎಂದರು. ಕಾಂಗ್ರೆಸ್ ಸರ್ಕಾರ ಗ್ಯಾರಂಟಿ ಯೋಜನೆಗಳ ಹೆಸರಿನಲ್ಲಿ ಜನರನ್ನು ದಾರಿ ತಪ್ಪಿಸುತ್ತಿದೆ. ಅಭಿವೃದ್ಧಿ ಕಾರ್ಯಗಳು ಕುಂಠಿತಗೊಂಡಿವೆ. ಪಕ್ಷದ ವರಿಷ್ಠರ ಮಾರ್ಗದರ್ಶನದಂತೆ ಕಾರ್ಯಕರ್ತರು ಸಂಘಟಿತರಾಗಿ ಕೆಲಸ ಮಾಡಬೇಕು.: [188, 1430, 538, 1468]
prashasti-body-left: ಚಿಕ್ಕಬಳ್ಳಾಪುರ: 2025-26ನೇ ಸಾಲಿನಲ್ಲಿ ಡಾ. ಬಾಬು ಜಗಜೀವನರಾಮ್ ರವರ 118ನೇ ಜನ್ಮದಿನಾಚರಣೆ ದಿನಾಂಕ:05/04/2025 ಮತ್ತು ಡಾ. ಬಿ.ಆರ್.ಅಂಬೇಡ್ಕರ್ ರವರ 134 ನೇ ಜನ್ಮದಿನಾಚರಣೆಯನ್ನು ದಿನಾಂಕ:14/04/2025 ರಂದು ರಾಜ್ಯ ಮಟ್ಟದ ಕಾರ್ಯಕ್ರಮದಲ್ಲಿ ಪ್ರಶಸ್ತಿ ನೀಡಲಾಗುವುದು. ಪರಿಶಿಷ್ಟ ಜಾತಿ/ಪರಿಶಿಷ್ಟ ವರ್ಗದ ಜನಾಂಗದವರ ಏಳಿಗೆಗಾಗಿ ಶ್ರಮಿಸಿದ ವ್ಯಕ್ತಿಗಳು/ಸಂಸ್ಥೆಗಳಿಂದ ಅರ್ಜಿ ಆಹ್ವಾನಿಸಲಾಗಿದೆ.: [208, 762, 316, 858]
savitha-headline: ಸವಿತಾ ಮಹರ್ಷಿ ಜಯಂತಿ: [448, 734, 590, 754]
jds-headline: ಅಧಿಕಾರದ ಆಸೆ ಬಿಡಿ ಪಕ್ಷ ನಿಷ್ಠೆಗೆ ಒತ್ತು ನೀಡಿ: [126, 1181, 604, 1221]
divider: [206, 347, 942, 348]
left-column: [4, 58, 199, 1140]
narega-body-side: ಕಾರ್ಯಕ್ರಮದಲ್ಲಿ ಗ್ರಾಮಸ್ಥರು ಸಸಿ ನೆಡುವ ಮೂಲಕ ನರೇಗಾ ದಿನ ಆಚರಿಸಿದರು.: [868, 850, 942, 879]
child-marriage-headline: ಗಡಿಭಾಗದ ಪ್ರದೇಶಗಳಲ್ಲಿ ಬಾಲ್ಯವಿವಾಹ ತಡೆಗಟ್ಟಿ: [347, 376, 801, 411]
divider: [9, 903, 194, 904]
divider: [206, 728, 942, 729]
kayaka-headline: ಕಾಯಕ ಶರಣರ ಜಯಂತಿ: [49, 514, 154, 529]
prashasti-body-right: ಅರ್ಹ ವ್ಯಕ್ತಿಗಳು ಹಾಗೂ ಸಂಸ್ಥೆಗಳು ತಮ್ಮ ಸ್ವವಿವರ ಹಾಗೂ ಸಾಧನೆಯ ವಿವರಗಳೊಂದಿಗೆ ಅರ್ಜಿಯನ್ನು ದಿನಾಂಕ:25-02-2025 ರೊಳಗೆ ಜಿಲ್ಲಾ ಸಮಾಜ ಕಲ್ಯಾಣ ಅಧಿಕಾರಿಗಳ ಕಚೇರಿಗೆ ಸಲ್ಲಿಸಬೇಕು. ಹೆಚ್ಚಿನ ಮಾಹಿತಿಗಾಗಿ ದೂರವಾಣಿ ಸಂಖ್ಯೆ:08156-277116 ಗೆ ಸಂಪರ್ಕಿಸಬಹುದು ಎಂದು ಜಿಲ್ಲಾ ಸಮಾಜ ಕಲ್ಯಾಣ ಅಧಿಕಾರಿ ತಿಳಿಸಿದ್ದಾರೆ.: [322, 908, 440, 975]
prashasti-headline: ಪ್ರಶಸ್ತಿಗೆ ಅರ್ಜಿ ಆಹ್ವಾನ: [208, 734, 335, 754]
masthead-rule: [4, 42, 941, 44]
divider: [780, 58, 781, 346]
